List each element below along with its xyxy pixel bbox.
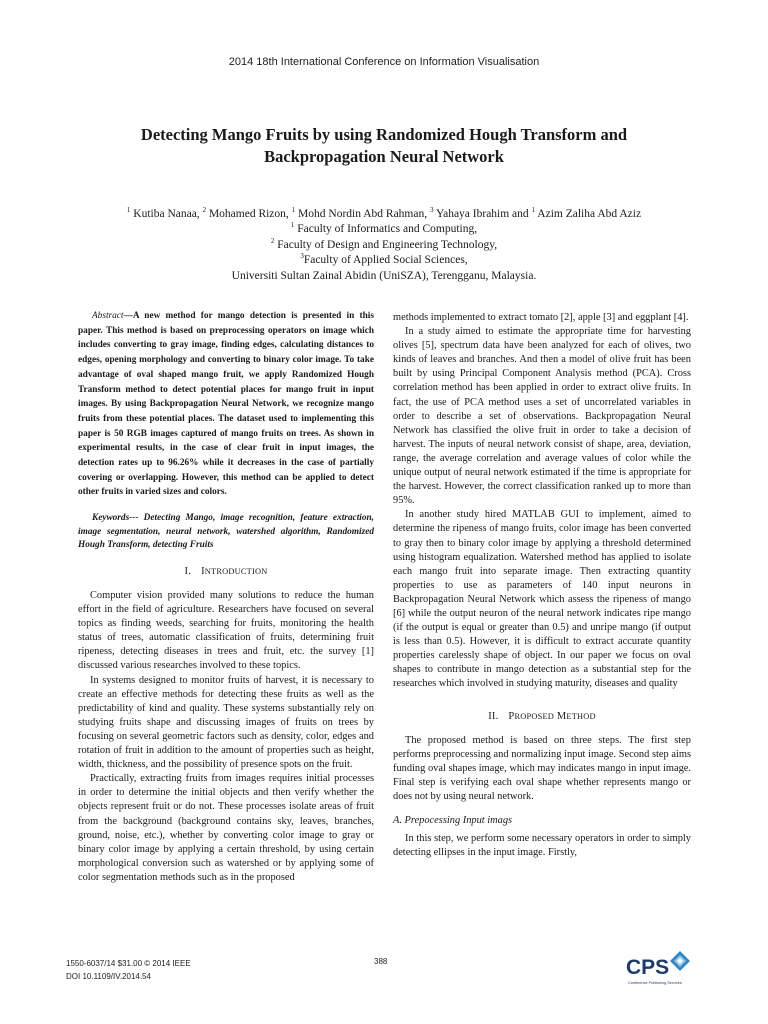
author-list <box>20 206 748 222</box>
author-name: Yahaya Ibrahim and <box>435 208 529 220</box>
footer-issn: 1550-6037/14 $31.00 © 2014 IEEE <box>66 959 191 968</box>
affil-mark: 1 <box>290 221 295 230</box>
abstract-label: Abstract <box>92 311 124 321</box>
affil-mark: 3 <box>300 252 304 261</box>
paper-title <box>60 124 708 168</box>
affil-text: Faculty of Applied Social Sciences, <box>303 254 468 266</box>
paragraph: In systems designed to monitor fruits of harvest, it is necessary to create an effective methods for detecting these fruits as well as the predictability of kind and quality. These systems substantially rely on studying fruits shape and discussing images of fruits on trees by focusing on several geometric factors such as density, color, edges and rotation of fruit in addition to the amount of properties such as height, width, thickness, and the possibility of presence spots on the fruit. <box>78 674 374 771</box>
author-affil-mark: 2 <box>202 206 207 215</box>
paragraph: methods implemented to extract tomato [2], apple [3] and eggplant [4]. <box>393 312 689 323</box>
keywords: Keywords--- Detecting Mango, image recognition, feature extraction, image segmentation, neural network, watershed algorithm, Randomized Hough Transform, detecting Fruits <box>78 513 374 551</box>
paragraph: Computer vision provided many solutions to reduce the human effort in the field of agriculture. Researchers have focused on several topics as finding weeds, searching for fruits, monitoring the health status of trees, automatic classification of fruits, determining fruit ripeness, detecting diseases in trees and fruit, etc. the survey [1] discussed various researches involved to these topics. <box>78 590 374 672</box>
section-title-rest: NTRODUCTION <box>204 566 268 576</box>
section-title-initial: M <box>556 710 567 722</box>
left-column <box>78 309 374 885</box>
footer-doi: DOI 10.1109/IV.2014.54 <box>66 972 151 981</box>
subsection-heading: A. Prepocessing Input imags <box>393 815 513 827</box>
footer-copyright <box>66 957 191 983</box>
affil-mark: 2 <box>270 236 275 245</box>
title-line-1: Detecting Mango Fruits by using Randomized Hough Transform and <box>140 125 628 144</box>
author-affil-mark: 1 <box>126 206 131 215</box>
section-title-initial: I <box>201 565 205 577</box>
title-line-2: Backpropagation Neural Network <box>264 147 504 166</box>
affiliation <box>100 238 668 254</box>
paragraph: In a study aimed to estimate the appropriate time for harvesting olives [5], spectrum data have been analyzed for each of olives, two kinds of leaves and branches. And then a model of olive fruit has been built by using Principal Component Analysis method (PCA). Cross correlation method has been applied in order to extract olive fruits. In fact, the use of PCA method uses a set of uncorrelated variables in order to describe a set of observations. Backpropagation Neural Network has classified the olive fruit in order to take a decision of harvest. The inputs of neural network consist of shape, area, deviation, range, the average correlation and average values of color while the unique output of neural network estimated if the time is appropriate for the harvest. However, the correct classification ranked up to more than 95%. <box>393 326 691 507</box>
author-affil-mark: 1 <box>531 206 536 215</box>
author-name: Mohamed Rizon, <box>208 208 289 220</box>
author-affil-mark: 3 <box>429 206 434 215</box>
affil-text: Universiti Sultan Zainal Abidin (UniSZA), Terengganu, Malaysia. <box>231 269 537 282</box>
author-name: Azim Zaliha Abd Aziz <box>537 208 642 220</box>
paragraph: In another study hired MATLAB GUI to implement, aimed to determine the ripeness of mango fruits, color image has been converted to gray then to binary color image by applying a threshold determined using histogram equalization. Watershed method has applied to isolate each mango fruit into separate image. Then extracting quantity properties to use as parameters of 140 input neurons in Backpropagation Neural Network which assess the ripeness of mango [6] while the output neuron of the neural network indicates ripe mango (if the output is equal or greater than 0.5) and unripe mango (if output is less than 0.5). However, it is difficult to extract accurate quantity properties carelessly shape of object. In our paper we focus on oval shapes to contribute in mango detection as a substantial step for the researches which involved in studying maturity, diseases and quality <box>393 509 691 690</box>
section-title-rest: ROPOSED <box>514 711 555 721</box>
affiliation <box>100 222 668 238</box>
paragraph: Practically, extracting fruits from images requires initial processes in order to determine the initial objects and then verify whether the objects represent fruit or do not. These processes isolate areas of fruit from the background (background contains sky, leaves, branches, ground, noise, etc.), whether by converting color image to gray or binary color image by applying a certain threshold, by using certain morphological conversion such as watershed or by applying some of color segmentation methods such as in the proposed <box>78 773 374 883</box>
cps-logo <box>624 947 694 989</box>
affiliation <box>100 269 668 285</box>
paragraph: The proposed method is based on three steps. The first step performs preprocessing and normalizing input image. Second step aims funding oval shapes image, which may indicates mango in input image. Final step is verifying each oval shape whether represents mango or does not by using neural network. <box>393 734 691 802</box>
affiliation <box>100 253 668 269</box>
section-title-rest: ETHOD <box>566 711 596 721</box>
cps-logo-text: CPS <box>626 956 670 979</box>
cps-diamond-icon <box>670 951 690 971</box>
paragraph: In this step, we perform some necessary operators in order to simply detecting ellipses in the input image. Firstly, <box>393 833 691 859</box>
section-heading-introduction <box>78 565 374 579</box>
author-name: Kutiba Nanaa, <box>133 208 200 220</box>
author-affil-mark: 1 <box>291 206 296 215</box>
section-title-initial: P <box>508 710 515 722</box>
affiliation-list <box>100 222 668 284</box>
conference-header: 2014 18th International Conference on Information Visualisation <box>228 56 540 68</box>
section-number: II. <box>488 710 499 722</box>
section-number: I. <box>184 565 192 577</box>
right-column <box>393 311 691 860</box>
section-heading-proposed-method <box>393 710 691 724</box>
abstract <box>78 309 374 500</box>
affil-text: Faculty of Informatics and Computing, <box>297 223 478 235</box>
author-name: Mohd Nordin Abd Rahman, <box>298 208 428 220</box>
abstract-text: —A new method for mango detection is presented in this paper. This method is based on preprocessing operators on image which includes converting to gray image, finding edges, calculating distances to edges, opening morphology and converting to binary color image. To take advantage of oval shaped mango fruit, we apply Randomized Hough Transform method to detect potential places for mango fruit in input images. By using Backpropagation Neural Network, we recognize mango fruits from these potential places. The dataset used to implementing this paper is 50 RGB images captured of mango fruits on trees. As shown in experimental results, in the case of clear fruit in input images, the detection rates up to 96.26% while it decreases in the case of partially covering or overlapping. However, this method can be applied to detect other fruits in varied sizes and colors. <box>78 311 374 498</box>
page-number: 388 <box>374 957 388 966</box>
affil-text: Faculty of Design and Engineering Technology, <box>277 238 498 251</box>
cps-logo-subtitle: Conference Publishing Services <box>628 981 682 985</box>
